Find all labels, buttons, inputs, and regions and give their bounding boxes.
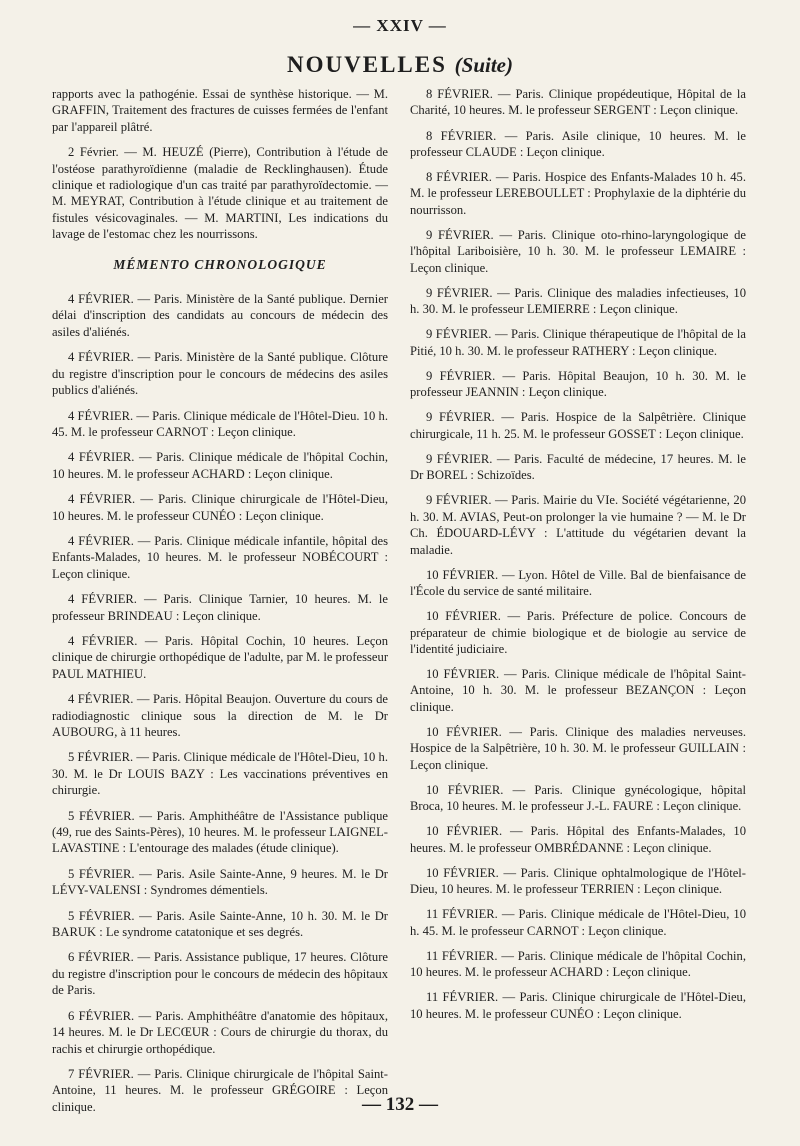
memento-entry: 7 FÉVRIER. — Paris. Clinique chirurgicale de l'hôpital Saint-Antoine, 11 heures. M. le professeur GRÉGOIRE : Leçon clinique. [52,1066,388,1114]
memento-entry: 11 FÉVRIER. — Paris. Clinique chirurgicale de l'Hôtel-Dieu, 10 heures. M. le professeur CUNÉO : Leçon clinique. [410,990,746,1021]
memento-entry: 9 FÉVRIER. — Paris. Mairie du VIe. Société végétarienne, 20 h. 30. M. AVIAS, Peut-on prolonger la vie humaine ? — M. le Dr Ch. ÉDOUARD-LÉVY : L'attitude du végétarien devant la maladie. [410,493,746,557]
right-entry-list [410,86,746,1022]
memento-entry: 4 FÉVRIER. — Paris. Clinique médicale de l'Hôtel-Dieu. 10 h. 45. M. le professeur CARNOT : Leçon clinique. [52,408,388,439]
memento-entry: 4 FÉVRIER. — Paris. Clinique médicale de l'hôpital Cochin, 10 heures. M. le professeur ACHARD : Leçon clinique. [52,450,388,481]
memento-entry: 9 FÉVRIER. — Paris. Clinique des maladies infectieuses, 10 h. 30. M. le professeur LEMIERRE : Leçon clinique. [410,285,746,317]
memento-entry: 4 FÉVRIER. — Paris. Ministère de la Santé publique. Clôture du registre d'inscription pour le concours de médecins des asiles publics d'aliénés. [52,350,388,398]
memento-entry: 10 FÉVRIER. — Paris. Clinique des maladies nerveuses. Hospice de la Salpêtrière, 10 h. 30. M. le professeur GUILLAIN : Leçon clinique. [410,724,746,772]
memento-entry: 10 FÉVRIER. — Paris. Clinique médicale de l'hôpital Saint-Antoine, 10 h. 30. M. le professeur BEZANÇON : Leçon clinique. [410,667,746,714]
section-title-suffix: (Suite) [454,53,513,77]
memento-entry: 10 FÉVRIER. — Lyon. Hôtel de Ville. Bal de bienfaisance de l'École du service de santé militaire. [410,567,746,599]
memento-entry: 10 FÉVRIER. — Paris. Clinique ophtalmologique de l'Hôtel-Dieu, 10 heures. M. le professeur TERRIEN : Leçon clinique. [410,865,746,897]
memento-entry: 6 FÉVRIER. — Paris. Amphithéâtre d'anatomie des hôpitaux, 14 heures. M. le Dr LECŒUR : Cours de chirurgie du thorax, du rachis et chirurgie orthopédique. [52,1008,388,1056]
memento-entry: 5 FÉVRIER. — Paris. Amphithéâtre de l'Assistance publique (49, rue des Saints-Pères), 10 heures. M. le professeur LAIGNEL-LAVASTINE : L'entourage des malades (étude clinique). [52,808,388,856]
memento-entry: 8 FÉVRIER. — Paris. Hospice des Enfants-Malades 10 h. 45. M. le professeur LEREBOULLET : Prophylaxie de la diphtérie du nourrisson. [410,170,746,217]
memento-entry: 9 FÉVRIER. — Paris. Clinique thérapeutique de l'hôpital de la Pitié, 10 h. 30. M. le professeur RATHERY : Leçon clinique. [410,327,746,358]
memento-entry: 10 FÉVRIER. — Paris. Préfecture de police. Concours de préparateur de chimie biologique et de biologie au service de l'identité judiciaire. [410,609,746,656]
left-entry-list [52,291,388,1115]
intro-paragraph: 2 Février. — M. HEUZÉ (Pierre), Contribution à l'étude de l'ostéose parathyroïdienne (maladie de Recklinghausen). Étude clinique et radiologique d'un cas traité par parathyroïdectomie. — M. MEYRAT, Contribution à l'étude clinique et au traitement de fistules vésicovaginales. — M. MARTINI, Les indications du lavage de l'estomac chez les nourrissons. [52,145,388,242]
memento-entry: 4 FÉVRIER. — Paris. Hôpital Cochin, 10 heures. Leçon clinique de chirurgie orthopédique de l'adulte, par M. le professeur PAUL MATHIEU. [52,633,389,681]
memento-entry: 4 FÉVRIER. — Paris. Hôpital Beaujon. Ouverture du cours de radiodiagnostic clinique sous la direction de M. le Dr AUBOURG, à 11 heures. [52,692,388,739]
right-column [410,86,746,1031]
left-column [52,86,388,1124]
memento-entry: 5 FÉVRIER. — Paris. Asile Sainte-Anne, 10 h. 30. M. le Dr BARUK : Le syndrome catatonique et ses degrés. [52,908,388,940]
memento-entry: 8 FÉVRIER. — Paris. Asile clinique, 10 heures. M. le professeur CLAUDE : Leçon clinique. [410,128,746,159]
memento-entry: 5 FÉVRIER. — Paris. Asile Sainte-Anne, 9 heures. M. le Dr LÉVY-VALENSI : Syndromes démentiels. [52,866,388,898]
memento-entry: 9 FÉVRIER. — Paris. Hôpital Beaujon, 10 h. 30. M. le professeur JEANNIN : Leçon clinique. [410,368,746,400]
page-roman-numeral: — XXIV — [353,16,447,35]
intro-paragraph: rapports avec la pathogénie. Essai de synthèse historique. — M. GRAFFIN, Traitement des fractures de cuisses fermées de l'enfant par l'appareil plâtré. [52,87,388,134]
memento-entry: 4 FÉVRIER. — Paris. Clinique médicale infantile, hôpital des Enfants-Malades, 10 heures. M. le professeur NOBÉCOURT : Leçon clinique. [52,533,388,581]
memento-entry: 9 FÉVRIER. — Paris. Clinique oto-rhino-laryngologique de l'hôpital Lariboisière, 10 h. 30. M. le professeur LEMAIRE : Leçon clinique. [410,227,746,275]
memento-entry: 10 FÉVRIER. — Paris. Hôpital des Enfants-Malades, 10 heures. M. le professeur OMBRÉDANNE : Leçon clinique. [410,824,746,855]
memento-entry: 9 FÉVRIER. — Paris. Hospice de la Salpêtrière. Clinique chirurgicale, 11 h. 25. M. le professeur GOSSET : Leçon clinique. [410,410,746,441]
memento-entry: 4 FÉVRIER. — Paris. Clinique chirurgicale de l'Hôtel-Dieu, 10 heures. M. le professeur CUNÉO : Leçon clinique. [52,492,388,523]
memento-entry: 6 FÉVRIER. — Paris. Assistance publique, 17 heures. Clôture du registre d'inscription pour le concours de médecin des hôpitaux de Paris. [52,950,388,998]
memento-entry: 4 FÉVRIER. — Paris. Clinique Tarnier, 10 heures. M. le professeur BRINDEAU : Leçon clinique. [52,592,388,623]
section-title [0,52,800,78]
memento-entry: 11 FÉVRIER. — Paris. Clinique médicale de l'hôpital Cochin, 10 heures. M. le professeur ACHARD : Leçon clinique. [410,948,746,980]
memento-entry: 8 FÉVRIER. — Paris. Clinique propédeutique, Hôpital de la Charité, 10 heures. M. le professeur SERGENT : Leçon clinique. [410,87,746,118]
memento-heading: MÉMENTO CHRONOLOGIQUE [113,256,327,272]
page-number: — 132 — [362,1094,438,1115]
memento-entry: 10 FÉVRIER. — Paris. Clinique gynécologique, hôpital Broca, 10 heures. M. le professeur J.-L. FAURE : Leçon clinique. [410,782,746,814]
memento-entry: 5 FÉVRIER. — Paris. Clinique médicale de l'Hôtel-Dieu, 10 h. 30. M. le Dr LOUIS BAZY : Les vaccinations préventives en chirurgie. [52,750,388,798]
memento-entry: 11 FÉVRIER. — Paris. Clinique médicale de l'Hôtel-Dieu, 10 h. 45. M. le professeur CARNOT : Leçon clinique. [410,907,746,938]
memento-entry: 9 FÉVRIER. — Paris. Faculté de médecine, 17 heures. M. le Dr BOREL : Schizoïdes. [410,451,746,483]
section-title-text: NOUVELLES [287,52,447,77]
memento-entry: 4 FÉVRIER. — Paris. Ministère de la Santé publique. Dernier délai d'inscription des candidats au concours de médecin des asiles d'aliénés. [52,292,388,339]
